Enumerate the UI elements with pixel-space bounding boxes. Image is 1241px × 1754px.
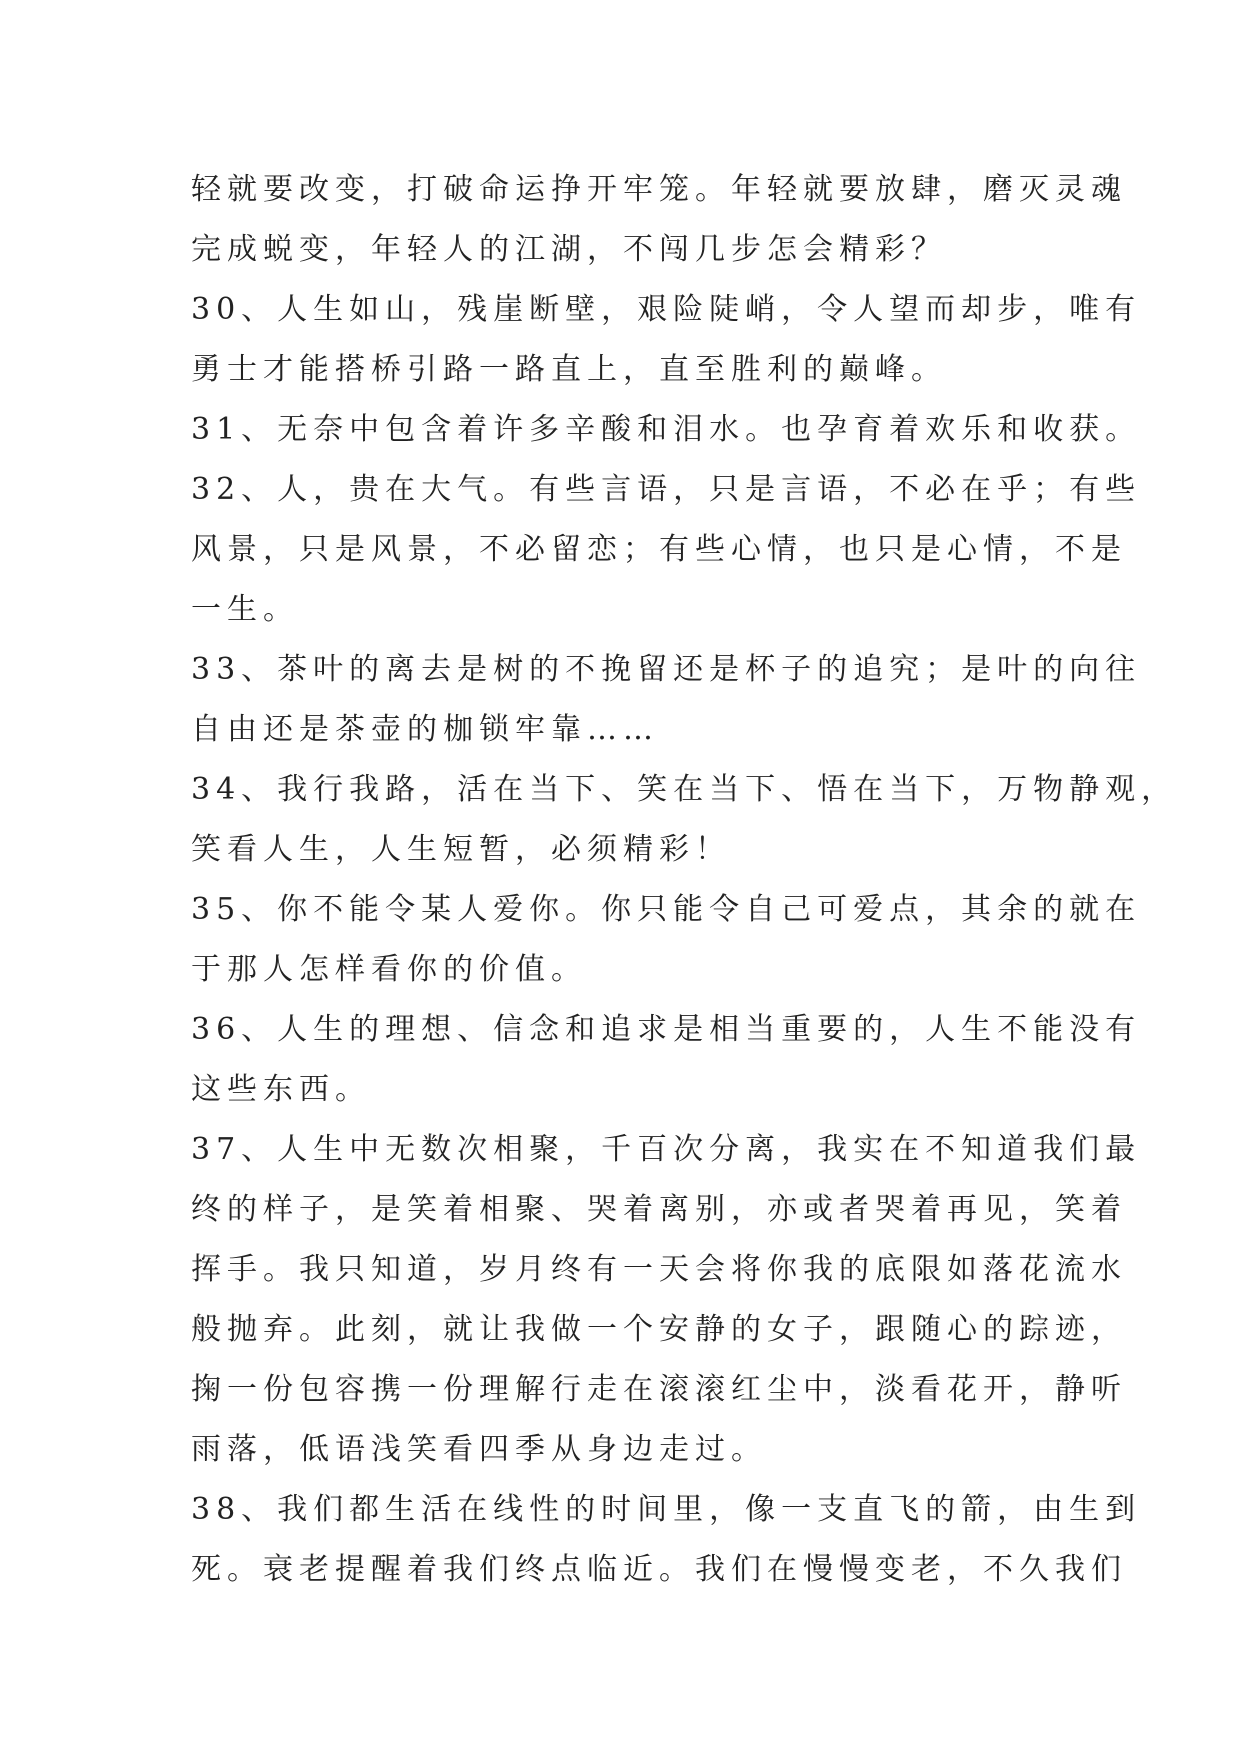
- body-text: [191, 160, 1178, 1600]
- text-line: 完成蜕变，年轻人的江湖，不闯几步怎会精彩？: [191, 232, 947, 267]
- text-line: 掬一份包容携一份理解行走在滚滚红尘中，淡看花开，静听: [191, 1372, 1127, 1407]
- text-line: 于那人怎样看你的价值。: [191, 952, 587, 987]
- text-line: 这些东西。: [191, 1072, 371, 1107]
- text-line: 30、人生如山，残崖断壁，艰险陡峭，令人望而却步，唯有: [191, 292, 1142, 327]
- text-line: 终的样子，是笑着相聚、哭着离别，亦或者哭着再见，笑着: [191, 1192, 1127, 1227]
- text-line: 风景，只是风景，不必留恋；有些心情，也只是心情，不是: [191, 532, 1127, 567]
- text-line: 37、人生中无数次相聚，千百次分离，我实在不知道我们最: [191, 1132, 1142, 1167]
- text-line: 般抛弃。此刻，就让我做一个安静的女子，跟随心的踪迹，: [191, 1312, 1127, 1347]
- text-line: 死。衰老提醒着我们终点临近。我们在慢慢变老，不久我们: [191, 1552, 1127, 1587]
- text-line: 35、你不能令某人爱你。你只能令自己可爱点，其余的就在: [191, 892, 1142, 927]
- text-line: 38、我们都生活在线性的时间里，像一支直飞的箭，由生到: [191, 1492, 1142, 1527]
- text-line: 勇士才能搭桥引路一路直上，直至胜利的巅峰。: [191, 352, 947, 387]
- text-line: 一生。: [191, 592, 299, 627]
- text-line: 雨落，低语浅笑看四季从身边走过。: [191, 1432, 767, 1467]
- text-line: 挥手。我只知道，岁月终有一天会将你我的底限如落花流水: [191, 1252, 1127, 1287]
- text-line: 32、人，贵在大气。有些言语，只是言语，不必在乎；有些: [191, 472, 1142, 507]
- text-line: 33、茶叶的离去是树的不挽留还是杯子的追究；是叶的向往: [191, 652, 1142, 687]
- text-line: 36、人生的理想、信念和追求是相当重要的，人生不能没有: [191, 1012, 1142, 1047]
- text-line: 31、无奈中包含着许多辛酸和泪水。也孕育着欢乐和收获。: [191, 412, 1142, 447]
- text-line: 34、我行我路，活在当下、笑在当下、悟在当下，万物静观，: [191, 772, 1178, 807]
- text-line: 笑看人生，人生短暂，必须精彩！: [191, 832, 731, 867]
- text-line: 自由还是茶壶的枷锁牢靠……: [191, 712, 659, 747]
- text-line: 轻就要改变，打破命运挣开牢笼。年轻就要放肆，磨灭灵魂: [191, 172, 1127, 207]
